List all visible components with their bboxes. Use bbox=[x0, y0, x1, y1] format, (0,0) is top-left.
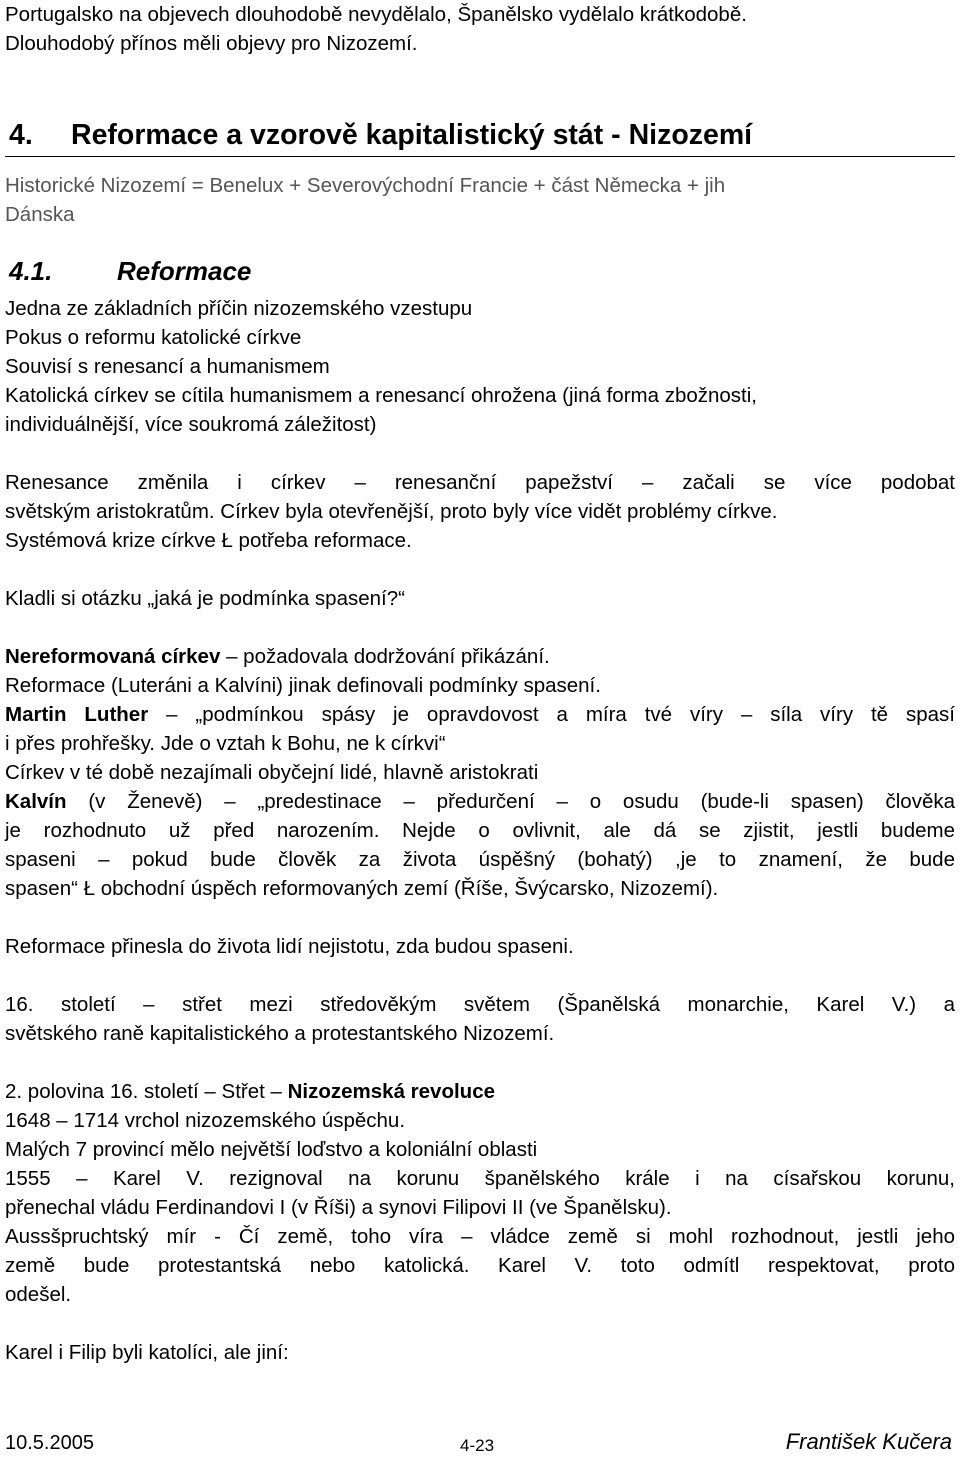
nef-bold: Nereformovaná církev bbox=[5, 645, 221, 668]
ren-line-1: Renesance změnila i církev – renesanční papežství – začali se více podobat bbox=[5, 471, 955, 494]
nef-line-2: Reformace (Luteráni a Kalvíni) jinak definovali podmínky spasení. bbox=[5, 674, 601, 697]
nef-line-1 bbox=[5, 642, 550, 671]
rev-line-8: odešel. bbox=[5, 1283, 72, 1306]
luther-rest: – „podmínkou spásy je opravdovost a míra tvé víry – síla víry tě spasí bbox=[148, 703, 955, 726]
subsection-number: 4.1. bbox=[9, 256, 53, 286]
karel-line: Karel i Filip byli katolíci, ale jiní: bbox=[5, 1341, 289, 1364]
c16-line-1: 16. století – střet mezi středověkým světem (Španělská monarchie, Karel V.) a bbox=[5, 993, 955, 1016]
nef-rest: – požadovala dodržování přikázání. bbox=[220, 645, 550, 668]
luther-line-2: i přes prohřešky. Jde o vztah k Bohu, ne k církvi“ bbox=[5, 732, 446, 755]
rev-line-1 bbox=[5, 1077, 495, 1106]
rev-pre: 2. polovina 16. století – Střet – bbox=[5, 1080, 288, 1103]
ref-line-2: Pokus o reformu katolické církve bbox=[5, 326, 302, 349]
intro-line-1: Portugalsko na objevech dlouhodobě nevydělalo, Španělsko vydělalo krátkodobě. bbox=[5, 3, 747, 26]
uncertainty-line: Reformace přinesla do života lidí nejistotu, zda budou spaseni. bbox=[5, 935, 574, 958]
rev-line-5: přenechal vládu Ferdinandovi I (v Říši) a synovi Filipovi II (ve Španělsku). bbox=[5, 1196, 672, 1219]
kalvin-line-1 bbox=[5, 787, 955, 816]
rev-line-7: země bude protestantská nebo katolická. Karel V. toto odmítl respektovat, proto bbox=[5, 1254, 955, 1277]
kalvin-line-3: spaseni – pokud bude člověk za života úspěšný (bohatý) ,je to znamení, že bude bbox=[5, 848, 955, 871]
c16-line-2: světského raně kapitalistického a protestantského Nizozemí. bbox=[5, 1022, 555, 1045]
section-number: 4. bbox=[9, 119, 33, 151]
section-heading bbox=[5, 116, 955, 157]
ref-line-5: individuálnější, více soukromá záležitost) bbox=[5, 413, 377, 436]
kalvin-line-4: spasen“ Ł obchodní úspěch reformovaných zemí (Říše, Švýcarsko, Nizozemí). bbox=[5, 877, 719, 900]
footer-date: 10.5.2005 bbox=[5, 1432, 94, 1454]
ren-line-2: světským aristokratům. Církev byla otevřenější, proto byly více vidět problémy církve. bbox=[5, 500, 778, 523]
footer-author: František Kučera bbox=[785, 1429, 952, 1454]
ref-line-1: Jedna ze základních příčin nizozemského vzestupu bbox=[5, 297, 473, 320]
ref-line-4: Katolická církev se cítila humanismem a renesancí ohrožena (jiná forma zbožnosti, bbox=[5, 384, 758, 407]
luther-line-1 bbox=[5, 700, 955, 729]
luther-bold: Martin Luther bbox=[5, 703, 149, 726]
rev-bold: Nizozemská revoluce bbox=[287, 1080, 495, 1103]
intro-line-2: Dlouhodobý přínos měli objevy pro Nizozemí. bbox=[5, 32, 418, 55]
subsection-heading bbox=[5, 254, 251, 288]
footer-page-number: 4-23 bbox=[460, 1436, 495, 1455]
section-title: Reformace a vzorově kapitalistický stát - Nizozemí bbox=[71, 119, 753, 151]
rev-line-6: Aussšpruchtský mír - Čí země, toho víra – vládce země si mohl rozhodnout, jestli jeho bbox=[5, 1225, 955, 1248]
question-line: Kladli si otázku „jaká je podmínka spasení?“ bbox=[5, 587, 405, 610]
kalvin-line-2: je rozhodnuto už před narozením. Nejde o ovlivnit, ale dá se zjistit, jestli budeme bbox=[5, 819, 955, 842]
rev-line-2: 1648 – 1714 vrchol nizozemského úspěchu. bbox=[5, 1109, 406, 1132]
hist-line-1: Historické Nizozemí = Benelux + Severovýchodní Francie + část Německa + jih bbox=[5, 174, 726, 197]
kalvin-bold: Kalvín bbox=[5, 790, 67, 813]
rev-line-4: 1555 – Karel V. rezignoval na korunu španělského krále i na císařskou korunu, bbox=[5, 1167, 955, 1190]
rev-line-3: Malých 7 provincí mělo největší loďstvo a koloniální oblasti bbox=[5, 1138, 538, 1161]
luther-line-3: Církev v té době nezajímali obyčejní lidé, hlavně aristokrati bbox=[5, 761, 539, 784]
subsection-title: Reformace bbox=[117, 256, 252, 286]
ref-line-3: Souvisí s renesancí a humanismem bbox=[5, 355, 330, 378]
ren-line-3: Systémová krize církve Ł potřeba reformace. bbox=[5, 529, 412, 552]
kalvin-rest: (v Ženevě) – „predestinace – předurčení – o osudu (bude-li spasen) člověka bbox=[66, 790, 955, 813]
hist-line-2: Dánska bbox=[5, 203, 75, 226]
